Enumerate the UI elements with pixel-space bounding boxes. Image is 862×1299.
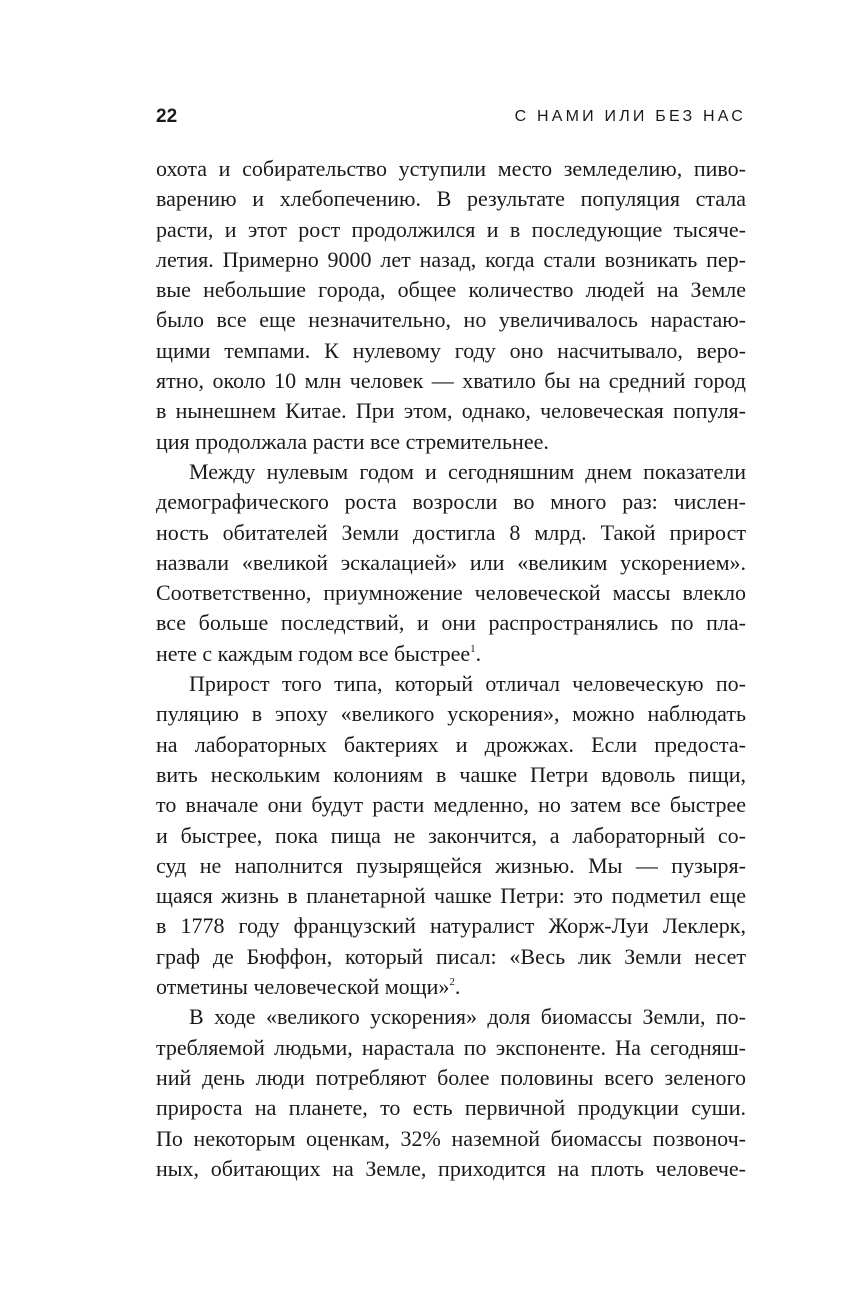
text-line: демографического роста возросли во много раз: числен- bbox=[156, 489, 746, 515]
text-line: По некоторым оценкам, 32% наземной биомассы позвоноч- bbox=[156, 1125, 746, 1151]
line-tail: . bbox=[454, 974, 461, 1000]
text-line: прироста на планете, то есть первичной продукции суши. bbox=[156, 1095, 746, 1121]
text-line: и быстрее, пока пища не закончится, а лабораторный со- bbox=[156, 822, 746, 848]
text-line: граф де Бюффон, который писал: «Весь лик Земли несет bbox=[156, 943, 746, 969]
text-line: Соответственно, приумножение человеческой массы влекло bbox=[156, 580, 746, 606]
page-number: 22 bbox=[156, 106, 178, 127]
text-line: В ходе «великого ускорения» доля биомассы Земли, по- bbox=[189, 1004, 746, 1030]
text-line: в нынешнем Китае. При этом, однако, человеческая популя- bbox=[156, 398, 746, 424]
text-line: ний день люди потребляют более половины всего зеленого bbox=[156, 1064, 746, 1090]
paragraph-2 bbox=[156, 457, 746, 669]
text-line: ятно, около 10 млн человек — хватило бы на средний город bbox=[156, 368, 746, 394]
text-line: летия. Примерно 9000 лет назад, когда стали возникать пер- bbox=[156, 246, 746, 272]
paragraph-4 bbox=[156, 1002, 746, 1184]
footnote-marker-2[interactable]: 2 bbox=[449, 976, 455, 989]
text-line: вить нескольким колониям в чашке Петри вдоволь пищи, bbox=[156, 761, 746, 787]
text-line: варению и хлебопечению. В результате популяция стала bbox=[156, 186, 746, 212]
text-line: в 1778 году французский натуралист Жорж-Луи Леклерк, bbox=[156, 913, 746, 939]
running-title: С НАМИ ИЛИ БЕЗ НАС bbox=[514, 108, 746, 125]
text-line: ных, обитающих на Земле, приходится на плоть человече- bbox=[156, 1155, 746, 1181]
text-line: суд не наполнится пузырящейся жизнью. Мы — пузыря- bbox=[156, 852, 746, 878]
text-line: расти, и этот рост продолжился и в последующие тысяче- bbox=[156, 216, 746, 242]
text-line: Прирост того типа, который отличал человеческую по- bbox=[189, 671, 746, 697]
text-line: щаяся жизнь в планетарной чашке Петри: это подметил еще bbox=[156, 883, 746, 909]
text-line: все больше последствий, и они распространялись по пла- bbox=[156, 610, 746, 636]
text-line: Между нулевым годом и сегодняшним днем показатели bbox=[189, 458, 746, 484]
text-line: назвали «великой эскалацией» или «великим ускорением». bbox=[156, 549, 746, 575]
text-line: вые небольшие города, общее количество людей на Земле bbox=[156, 277, 746, 303]
text-line: пуляцию в эпоху «великого ускорения», можно наблюдать bbox=[156, 701, 746, 727]
text-line: охота и собирательство уступили место земледелию, пиво- bbox=[156, 156, 746, 181]
footnote-marker-1[interactable]: 1 bbox=[470, 642, 476, 655]
body-text bbox=[156, 154, 746, 1184]
text-line: то вначале они будут расти медленно, но затем все быстрее bbox=[156, 792, 746, 818]
text-line: на лабораторных бактериях и дрожжах. Если предоста- bbox=[156, 731, 746, 757]
line-text: нете с каждым годом все быстрее bbox=[156, 640, 471, 666]
text-line bbox=[156, 639, 746, 669]
text-line: требляемой людьми, нарастала по экспоненте. На сегодняш- bbox=[156, 1034, 746, 1060]
paragraph-3 bbox=[156, 669, 746, 1002]
line-text: отметины человеческой мощи» bbox=[156, 974, 450, 1000]
text-line: щими темпами. К нулевому году оно насчитывало, веро- bbox=[156, 337, 746, 363]
text-line: было все еще незначительно, но увеличивалось нарастаю- bbox=[156, 307, 746, 333]
running-header bbox=[156, 104, 746, 134]
text-line: ция продолжала расти все стремительнее. bbox=[156, 428, 549, 454]
paragraph-1 bbox=[156, 154, 746, 457]
text-line: ность обитателей Земли достигла 8 млрд. Такой прирост bbox=[156, 519, 746, 545]
line-tail: . bbox=[475, 640, 482, 666]
text-line bbox=[156, 972, 746, 1002]
